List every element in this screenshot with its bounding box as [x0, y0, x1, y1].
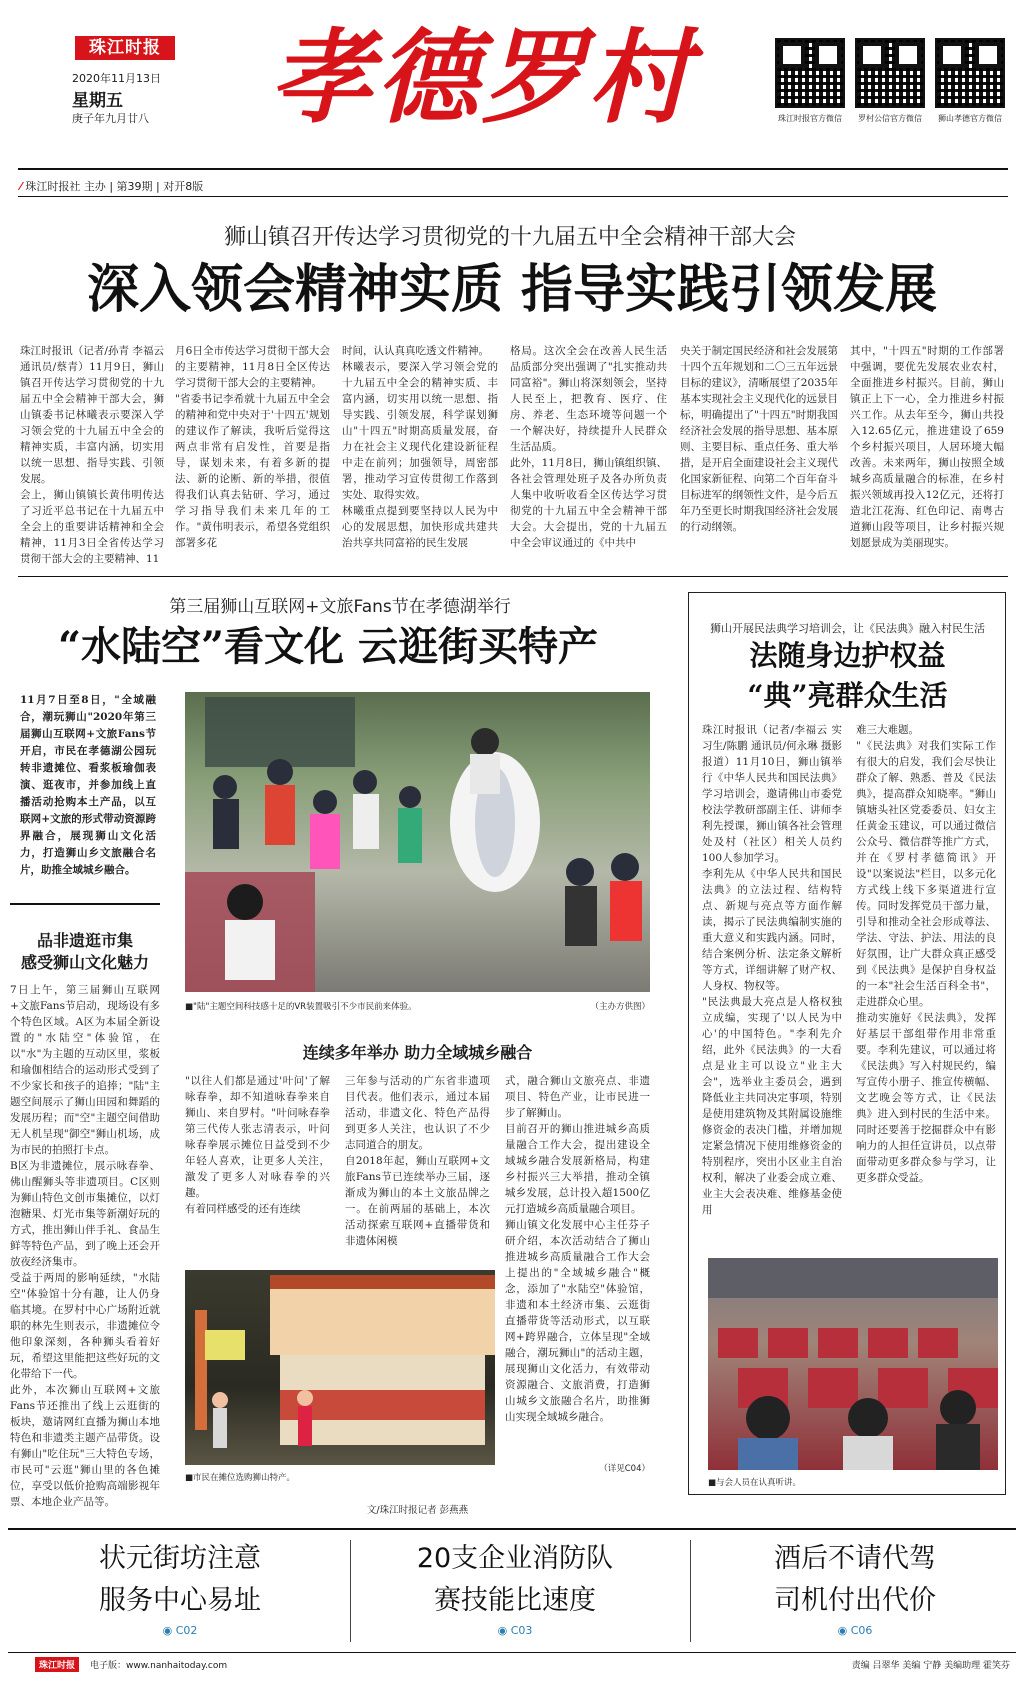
teaser-1-page: C02 [175, 1624, 198, 1637]
feature-mid-column-3: 式，融合狮山文旅亮点、非遗项目、特色产业，让市民进一步了解狮山。 目前召开的狮山推进城乡高质量融合工作大会，提出建设全域城乡融合发展新格局，构建乡村振兴三大举措，推动全镇城乡发展，总计投入超1500亿元打造城乡高质量融合项目。 狮山镇文化发展中心主任芬子研介绍，本次活动结合了狮山推进城乡高质量融合工作大会上提出的"全域城乡融合"概念，添加了"水陆空"体验馆，非遗和本土经济市集、云逛街直播带货等活动形式，以互联网+跨界融合，立体呈现"全域融合，潮玩狮山"的活动主题，展现狮山文化活力，有效带动资源融合、文旅消费，打造狮山城乡文旅融合名片，助推狮山实现全域城乡融合。 [505, 1075, 650, 1423]
market-stall-photo [185, 1270, 495, 1465]
teaser-3[interactable]: 酒后不请代驾 司机付出代价 [774, 1543, 936, 1616]
masthead-rule [18, 168, 1008, 170]
lead-column-6: 其中，"十四五"时期的工作部署中强调，要优先发展农业农村，全面推进乡村振兴。目前，狮山镇正上下一心，全力推进乡村振兴工作。从去年至今，狮山共投入12.65亿元，推进建设了659个乡村振兴项目，人居环境大幅改善。未来两年，狮山按照全域城乡高质量融合的标准，在乡村振兴领域再投入12亿元，还将打造北江花海、红色印记、南粤古道狮山段等项目，让乡村振兴规划愿景成为美丽现实。 [850, 345, 1004, 549]
feature-headline: “水陆空”看文化 云逛街买特产 [58, 623, 598, 670]
qr-code-1 [775, 38, 845, 108]
footer-credits: 责编 吕翠华 美编 宁静 美编助理 霍笑芬 [851, 1661, 1010, 1671]
lead-column-5: 央关于制定国民经济和社会发展第十四个五年规划和二〇三五年远景目标的建议》，清晰展望了2035年基本实现社会主义现代化的远景目标，明确提出了"十四五"时期我国经济社会发展的指导思想、基本原则、主要目标、重点任务、重大举措，是开启全面建设社会主义现代化国家新征程、向第二个百年奋斗目标进军的纲领性文件，是今后五年乃至更长时期我国经济社会发展的行动纲领。 [680, 345, 838, 533]
footer-brand: 珠江时报 [35, 1657, 79, 1672]
page-ref-icon: ◉ [837, 1624, 851, 1637]
teaser-divider-1 [350, 1540, 351, 1642]
feature-byline: 文/珠江时报记者 彭燕燕 [366, 1505, 469, 1516]
page-ref-icon: ◉ [497, 1624, 511, 1637]
feature-section-head: 连续多年举办 助力全域城乡融合 [302, 1043, 533, 1062]
teaser-divider-2 [690, 1540, 691, 1642]
teaser-3-ref[interactable] [705, 1624, 1005, 1637]
slash-icon: ⁄ [20, 180, 22, 193]
sidebar-column-2: 难三大难题。 "《民法典》对我们实际工作有很大的启发，我们会尽快让群众了解、熟悉、普及《民法典》，提高群众知晓率。"狮山镇塘头社区党委委员、妇女主任黄金玉建议，可以通过微信公众号、微信群等推广方式，并在《罗村孝德简讯》开设"以案说法"栏目，以多元化方式线上线下多渠道进行宣传。同时发挥党员干部力量，引导和推动全社会形成尊法、学法、守法、护法、用法的良好氛围，让广大群众真正感受到《民法典》是保护自身权益的一本"社会生活百科全书"，走进群众心里。 推动实施好《民法典》，发挥好基层干部组带作用非常重要。李利先建议，可以通过将《民法典》写入村规民约，编写宣传小册子、推宣传横幅、文艺晚会等方式，让《民法典》进入到村民的生活中来。同时还要善于挖掘群众中有影响力的人担任宣讲员，以点带面带动更多群众参与学习，让更多群众受益。 [856, 724, 996, 1184]
meeting-photo-art [708, 1258, 998, 1470]
feature-kicker: 第三届狮山互联网+文旅Fans节在孝德湖举行 [169, 597, 511, 617]
market-photo-art [185, 1270, 495, 1465]
market-photo-caption: ■市民在摊位选购狮山特产。 [185, 1473, 296, 1483]
feature-left-column: 7日上午，第三届狮山互联网+文旅Fans节启动，现场设有多个特色区域。A区为本届全新设置的"水陆空"体验馆，在以"水"为主题的互动区里，浆板和瑜伽相结合的运动形式受到了不少家长和孩子的追捧；"陆"主题空间展示了狮山田园和舞蹈的发展历程；而"空"主题空间借助无人机呈现"御空"狮山机场，成为市民的拍照打卡点。 B区为非遗摊位，展示咏春拳、佛山醒狮头等非遗项目。C区则为狮山特色文创市集摊位，以灯泡糖果、灯光市集等新潮好玩的方式，推出狮山伴手礼、食品生鲜等特色产品，到了晚上还会开放夜经济集市。 受益于两周的影响延续，"水陆空"体验馆十分有趣，让人仍身临其境。在罗村中心广场附近就职的林先生则表示，非遗摊位令他印象深刻，各种狮头看着好玩，希望这里能把这些好玩的文化带给下一代。 此外，本次狮山互联网+文旅Fans节还推出了线上云逛街的板块，邀请网红直播为狮山本地特色和非遗类主题产品带货。设有狮山"吃住玩"三大特色专场，市民可"云逛"狮山里的各色摊位，享受以低价抢购高端影视年票、本地企业产品等。 [10, 984, 160, 1508]
qr-code-2 [855, 38, 925, 108]
section-rule [18, 576, 1008, 577]
brand-logo: 珠江时报 [75, 36, 175, 60]
vr-experience-photo [185, 692, 650, 992]
feature-mid-column-2: 三年参与活动的广东省非遗项目代表。他们表示，通过本届活动，非遗文化、特色产品得到更多人关注，也认识了不少志同道合的朋友。 自2018年起，狮山互联网+文旅Fans节已连续举办三届，逐渐成为狮山的本土文旅品牌之一。在前两届的基础上，本次活动探索互联网+直播带货和非遗体闲模 [345, 1075, 490, 1247]
sidebar-kicker: 狮山开展民法典学习培训会，让《民法典》融入村民生活 [710, 622, 985, 635]
feature-subhead: 品非遗逛市集 感受狮山文化魅力 [20, 931, 149, 972]
sidebar-column-1: 珠江时报讯（记者/李福云 实习生/陈鹏 通讯员/何永琳 摄影报道）11月10日，狮山镇举行《中华人民共和国民法典》学习培训会，邀请佛山市委党校法学教研部副主任、讲师李利先授课，狮山镇各社会管理处及村（社区）相关人员约100人参加学习。 李利先从《中华人民共和国民法典》的立法过程、结构特点、新规与亮点等方面作解读，揭示了民法典编制实施的重大意义和实践内涵。同时，结合案例分析、法定条文解析等方式，详细讲解了财产权、人身权、物权等。 "民法典最大亮点是人格权独立成编，实现了'以人民为中心'的中国特色。"李利先介绍，此外《民法典》的一大看点是业主可以设立"业主大会"，选举业主委员会，遇到降低业主共同决定事项，特别是使用建筑物及其附属设施维修资金的表决门槛，并增加规定紧急情况下使用维修资金的特别程序，突出小区业主自治权利，解决了业委会成立难、业主大会表决难、维修基金使用 [702, 724, 842, 1216]
vr-photo-caption: ■"陆"主题空间科技感十足的VR装置吸引不少市民前来体验。 [185, 1002, 417, 1012]
teaser-2[interactable]: 20支企业消防队 赛技能比速度 [416, 1543, 614, 1616]
meeting-photo-caption: ■与会人员在认真听讲。 [708, 1478, 802, 1488]
sidebar-headline: 法随身边护权益 “典”亮群众生活 [747, 639, 948, 712]
teaser-rule-top [8, 1528, 1016, 1530]
footer-site[interactable]: 电子版：www.nanhaitoday.com [90, 1661, 228, 1671]
lunar-date: 庚子年九月廿八 [72, 112, 149, 125]
publisher: 珠江时报社 主办 [25, 180, 106, 193]
info-bar: ⁄ 珠江时报社 主办 | 第39期 | 对开8版 [20, 180, 204, 193]
feature-mid-column-1: "以往人们都是通过'叶问'了解咏春拳，却不知道咏春拳来自狮山、来自罗村。"叶问咏春拳第三代传人张志清表示，叶问咏春拳展示摊位日益受到不少年轻人喜欢，让更多人关注，激发了更多人对咏春拳的兴趣。 有着同样感受的还有连续 [185, 1075, 330, 1215]
training-meeting-photo [708, 1258, 998, 1470]
vr-photo-art [185, 692, 650, 992]
qr-caption-3: 狮山孝德官方微信 [938, 114, 1002, 123]
teaser-1[interactable]: 状元街坊注意 服务中心易址 [99, 1543, 261, 1616]
subhead-rule [10, 903, 160, 905]
vr-photo-credit: （主办方供图） [590, 1002, 650, 1012]
teaser-2-page: C03 [510, 1624, 533, 1637]
lead-column-4: 格局。这次全会在改善人民生活品质部分突出强调了"扎实推动共同富裕"。狮山将深刻领会，坚持人民至上，把教育、医疗、住房、养老、生态环境等问题一个一个解决好，持续提升人民群众生活品质。 此外，11月8日，狮山镇组织镇、各社会管理处班子及各办所负责人集中收听收看全区传达学习贯彻党的十九届五中全会精神干部大会。大会提出，党的十九届五中全会审议通过的《中共中 [510, 345, 667, 549]
qr-caption-1: 珠江时报官方微信 [778, 114, 842, 123]
feature-ref: （详见C04） [599, 1464, 650, 1474]
newspaper-title: 孝德罗村 [270, 18, 694, 138]
lead-kicker: 狮山镇召开传达学习贯彻党的十九届五中全会精神干部大会 [223, 225, 796, 250]
issue-number: 第39期 [116, 180, 153, 193]
footer-rule [8, 1652, 1016, 1653]
page-ref-icon: ◉ [162, 1624, 176, 1637]
info-rule [18, 196, 1008, 197]
qr-code-3 [935, 38, 1005, 108]
lead-column-3: 时间，认认真真吃透文件精神。 林曦表示，要深入学习领会党的十九届五中全会的精神实质、丰富内涵，切实用以统一思想、指导实践、引领发展，科学谋划狮山"十四五"时期高质量发展，奋力在社会主义现代化建设新征程中走在前列；加强领导，周密部署，推动学习宣传贯彻工作落到实处、取得实效。 林曦重点提到要坚持以人民为中心的发展思想，加快形成共建共治共享共同富裕的民生发展 [342, 345, 498, 549]
weekday: 星期五 [72, 91, 123, 111]
teaser-2-ref[interactable] [365, 1624, 665, 1637]
qr-caption-2: 罗村公信官方微信 [858, 114, 922, 123]
lead-column-1: 珠江时报讯（记者/孙青 李福云 通讯员/蔡青）11月9日，狮山镇召开传达学习贯彻党的十九届五中全会精神干部大会，狮山镇委书记林曦表示要深入学习领会党的十九届五中全会的精神实质，丰富内涵，切实用以统一思想、指导实践、引领发展。 会上，狮山镇镇长黄伟明传达了习近平总书记在十九届五中全会上的重要讲话精神和全会精神，11月3日全省传达学习贯彻干部大会的主要精神、11 [20, 345, 164, 565]
feature-intro: 11月7日至8日，"全域融合，潮玩狮山"2020年第三届狮山互联网+文旅Fans节开启，市民在孝德湖公园玩转非遗摊位、看浆板瑜伽表演、逛夜市，并参加线上直播活动抢购本土产品，以互联网+文旅的形式带动资源跨界融合，展现狮山文化活力，打造狮山乡文旅融合名片，助推全域城乡融合。 [20, 694, 156, 876]
page-count: 对开8版 [163, 180, 204, 193]
teaser-3-page: C06 [850, 1624, 873, 1637]
issue-date: 2020年11月13日 [72, 72, 161, 85]
lead-column-2: 月6日全市传达学习贯彻干部大会的主要精神，11月8日全区传达学习贯彻干部大会的主要精神。 "省委书记李希就十九届五中全会的精神和党中央对于'十四五'规划的建议作了解读，我听后觉得这两点非常有启发性，首要是指导，谋划未来，有着多新的提法、新的论断、新的举措，很值得我们认真去钻研、学习，通过学习指导我们未来几年的工作。"黄伟明表示，希望各党组织部署多花 [175, 345, 330, 549]
lead-headline: 深入领会精神实质 指导实践引领发展 [86, 259, 938, 320]
teaser-1-ref[interactable] [30, 1624, 330, 1637]
